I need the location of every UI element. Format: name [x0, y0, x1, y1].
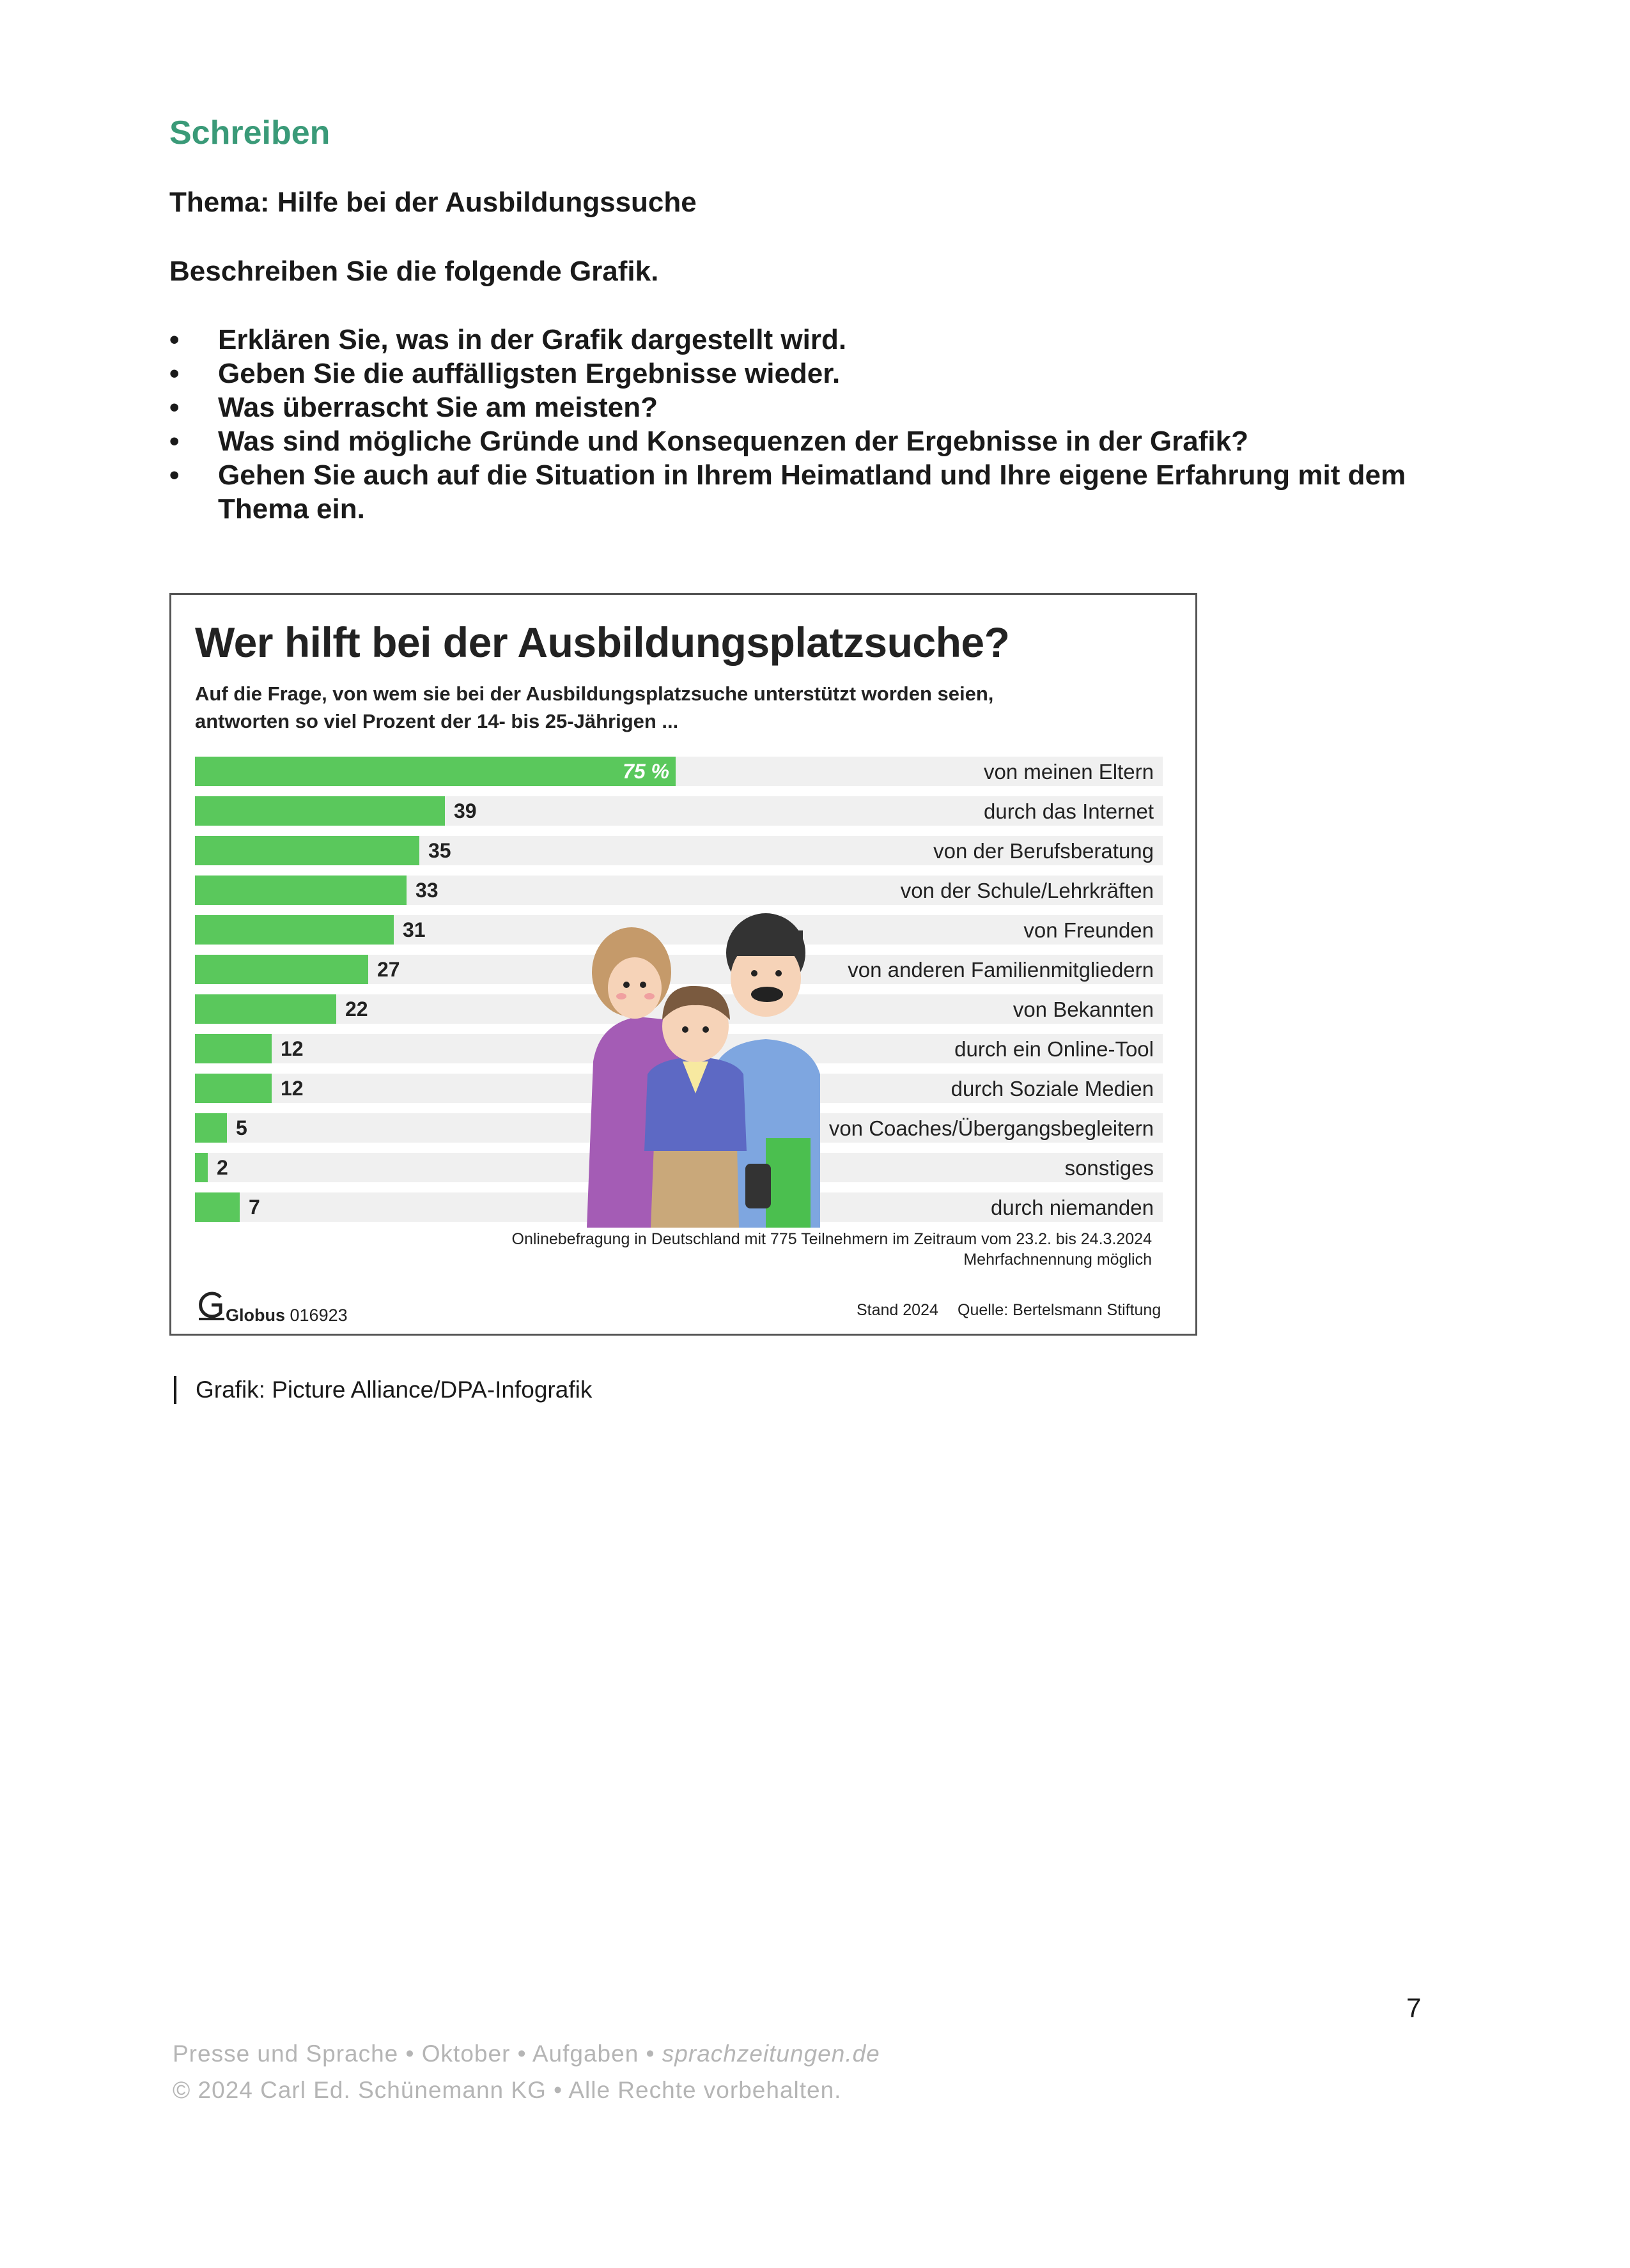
- globus-name: Globus: [226, 1306, 285, 1325]
- chart-category-label: durch das Internet: [977, 799, 1154, 824]
- infographic-source: Quelle: Bertelsmann Stiftung: [958, 1301, 1161, 1319]
- chart-bar: [195, 1153, 208, 1182]
- chart-row: [195, 836, 1163, 865]
- chart-value-label: 39: [454, 799, 477, 822]
- chart-category-label: durch Soziale Medien: [945, 1077, 1154, 1101]
- infographic-subtitle: [195, 680, 1090, 735]
- infographic-title: Wer hilft bei der Ausbildungsplatzsuche?: [195, 619, 1010, 666]
- infographic-stand: Stand 2024: [857, 1301, 938, 1319]
- infographic-subtitle-line: Auf die Frage, von wem sie bei der Ausbildungsplatzsuche unterstützt worden seien,: [195, 683, 994, 705]
- chart-row: [195, 796, 1163, 826]
- chart-value-label: 7: [249, 1196, 260, 1219]
- chart-value-label: 22: [345, 998, 368, 1021]
- survey-note-line: Onlinebefragung in Deutschland mit 775 Teilnehmern im Zeitraum vom 23.2. bis 24.3.2024: [511, 1230, 1152, 1248]
- family-illustration: [574, 870, 855, 1228]
- globus-number: 016923: [290, 1306, 348, 1325]
- chart-bar: [195, 1074, 272, 1103]
- task-bullet-list: [169, 323, 1422, 526]
- chart-category-label: von der Berufsberatung: [927, 839, 1154, 863]
- chart-category-label: von Coaches/Übergangsbegleitern: [823, 1116, 1154, 1141]
- chart-bar: [195, 1113, 227, 1143]
- chart-value-label: 27: [377, 958, 400, 981]
- topic-heading: Thema: Hilfe bei der Ausbildungssuche: [169, 187, 697, 218]
- chart-value-label: 2: [217, 1156, 228, 1179]
- chart-category-label: von der Schule/Lehrkräften: [894, 879, 1154, 903]
- chart-category-label: von Bekannten: [1007, 998, 1154, 1022]
- footer-publication: [173, 2040, 880, 2067]
- footer-website-link: sprachzeitungen.de: [662, 2040, 880, 2067]
- chart-bar: [195, 876, 407, 905]
- survey-note-line: Mehrfachnennung möglich: [963, 1251, 1152, 1269]
- task-bullet: • Was überrascht Sie am meisten?: [169, 390, 1422, 424]
- task-instruction: Beschreiben Sie die folgende Grafik.: [169, 256, 659, 287]
- task-bullet: • Geben Sie die auffälligsten Ergebnisse wieder.: [169, 357, 1422, 390]
- chart-bar: [195, 796, 445, 826]
- chart-value-label: 31: [403, 918, 426, 941]
- globus-logo-icon: [195, 1288, 227, 1322]
- task-bullet: • Was sind mögliche Gründe und Konsequenzen der Ergebnisse in der Grafik?: [169, 424, 1422, 458]
- globus-label: [226, 1306, 348, 1325]
- footer-publication-text: Presse und Sprache • Oktober • Aufgaben •: [173, 2040, 662, 2067]
- chart-bar: [195, 915, 394, 945]
- chart-value-label: 75 %: [623, 760, 669, 783]
- survey-note: [385, 1229, 1152, 1270]
- section-heading: Schreiben: [169, 114, 330, 151]
- chart-value-label: 35: [428, 839, 451, 862]
- chart-category-label: durch ein Online-Tool: [948, 1037, 1154, 1061]
- infographic-subtitle-line: antworten so viel Prozent der 14- bis 25-Jährigen ...: [195, 710, 679, 732]
- chart-bar: [195, 994, 336, 1024]
- chart-category-label: von Freunden: [1017, 918, 1154, 943]
- page-number: 7: [1406, 1993, 1422, 2023]
- chart-bar: [195, 955, 368, 984]
- chart-category-label: sonstiges: [1059, 1156, 1154, 1180]
- chart-category-label: von anderen Familienmitgliedern: [841, 958, 1154, 982]
- chart-value-label: 12: [281, 1037, 304, 1060]
- image-caption: Grafik: Picture Alliance/DPA-Infografik: [174, 1376, 592, 1404]
- chart-value-label: 5: [236, 1116, 247, 1139]
- chart-value-label: 33: [415, 879, 439, 902]
- chart-bar: [195, 1192, 240, 1222]
- chart-category-label: durch niemanden: [984, 1196, 1154, 1220]
- chart-value-label: 12: [281, 1077, 304, 1100]
- chart-bar: [195, 1034, 272, 1063]
- task-bullet: • Gehen Sie auch auf die Situation in Ihrem Heimatland und Ihre eigene Erfahrung mit dem Thema ein.: [169, 458, 1422, 526]
- chart-bar: [195, 836, 419, 865]
- chart-bar: [195, 757, 676, 786]
- task-bullet: • Erklären Sie, was in der Grafik dargestellt wird.: [169, 323, 1422, 357]
- chart-category-label: von meinen Eltern: [977, 760, 1154, 784]
- footer-copyright: © 2024 Carl Ed. Schünemann KG • Alle Rechte vorbehalten.: [173, 2077, 842, 2103]
- infographic: [169, 593, 1197, 1336]
- chart-row: [195, 757, 1163, 786]
